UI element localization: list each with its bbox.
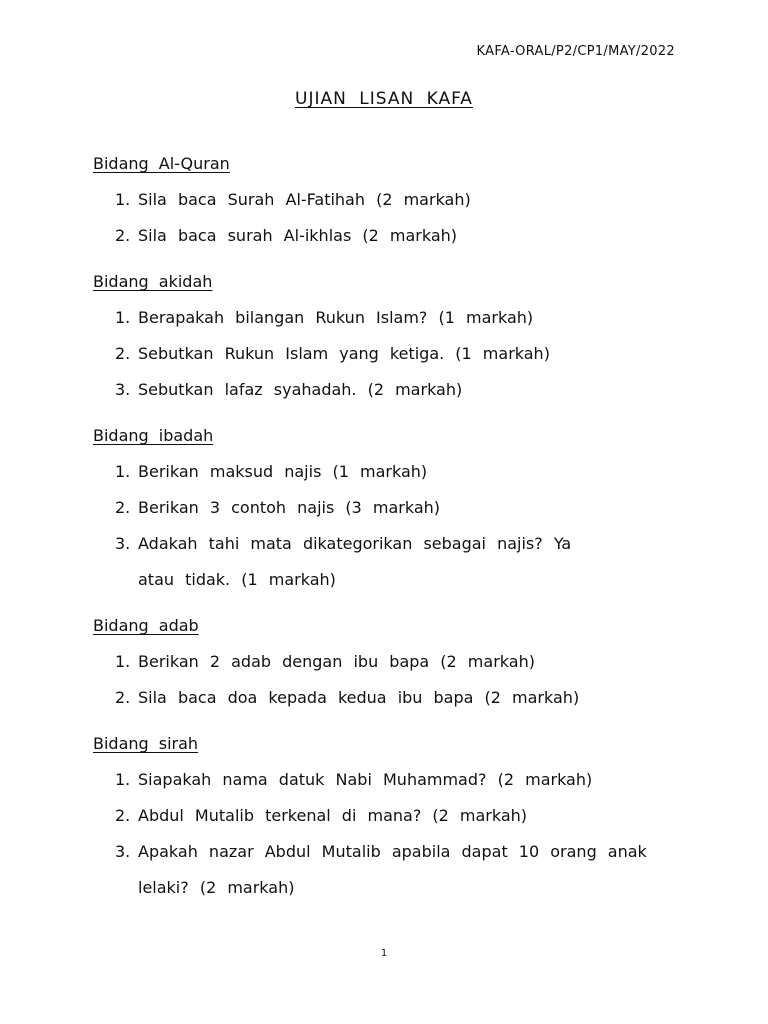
section-heading: Bidang sirah [93,734,199,753]
question-item [93,454,693,490]
question-item [93,834,693,906]
question-item [93,490,693,526]
question-number: 2. [115,344,131,363]
question-number: 2. [115,806,131,825]
question-list [93,182,693,254]
question-text: Berikan maksud najis (1 markah) [138,462,428,481]
document-code: KAFA-ORAL/P2/CP1/MAY/2022 [476,44,675,59]
question-item [93,680,693,716]
question-list [93,454,693,598]
question-item [93,336,693,372]
page-number: 1 [380,948,388,959]
section-al-quran [93,152,693,254]
question-number: 3. [115,380,131,399]
section-sirah [93,732,693,906]
section-ibadah [93,424,693,598]
question-text: Abdul Mutalib terkenal di mana? (2 markah) [138,806,528,825]
question-number: 2. [115,498,131,517]
question-number: 3. [115,534,131,553]
question-text: Berikan 2 adab dengan ibu bapa (2 markah) [138,652,535,671]
question-text: Sila baca surah Al-ikhlas (2 markah) [138,226,458,245]
question-text: Berapakah bilangan Rukun Islam? (1 markah) [138,308,534,327]
question-number: 2. [115,226,131,245]
question-number: 1. [115,462,131,481]
question-text: Apakah nazar Abdul Mutalib apabila dapat 10 orang anak lelaki? (2 markah) [138,842,647,897]
question-text: Adakah tahi mata dikategorikan sebagai najis? Ya atau tidak. (1 markah) [138,534,572,589]
question-item [93,762,693,798]
question-number: 3. [115,842,131,861]
section-heading: Bidang ibadah [93,426,214,445]
question-number: 1. [115,652,131,671]
question-text: Sila baca doa kepada kedua ibu bapa (2 markah) [138,688,580,707]
section-heading: Bidang Al-Quran [93,154,230,173]
question-text: Siapakah nama datuk Nabi Muhammad? (2 markah) [138,770,593,789]
section-heading: Bidang akidah [93,272,213,291]
question-item [93,182,693,218]
question-item [93,644,693,680]
sections-container [93,152,693,922]
question-item [93,300,693,336]
page-title [0,89,768,109]
question-text: Sebutkan lafaz syahadah. (2 markah) [138,380,463,399]
page-title-text: UJIAN LISAN KAFA [295,89,473,109]
question-text: Berikan 3 contoh najis (3 markah) [138,498,441,517]
question-item [93,218,693,254]
section-akidah [93,270,693,408]
question-item [93,526,608,598]
question-list [93,644,693,716]
question-item [93,372,693,408]
question-item [93,798,693,834]
question-number: 2. [115,688,131,707]
question-number: 1. [115,770,131,789]
section-heading: Bidang adab [93,616,199,635]
question-list [93,762,693,906]
question-text: Sila baca Surah Al-Fatihah (2 markah) [138,190,471,209]
section-adab [93,614,693,716]
question-number: 1. [115,190,131,209]
question-text: Sebutkan Rukun Islam yang ketiga. (1 markah) [138,344,550,363]
question-list [93,300,693,408]
question-number: 1. [115,308,131,327]
